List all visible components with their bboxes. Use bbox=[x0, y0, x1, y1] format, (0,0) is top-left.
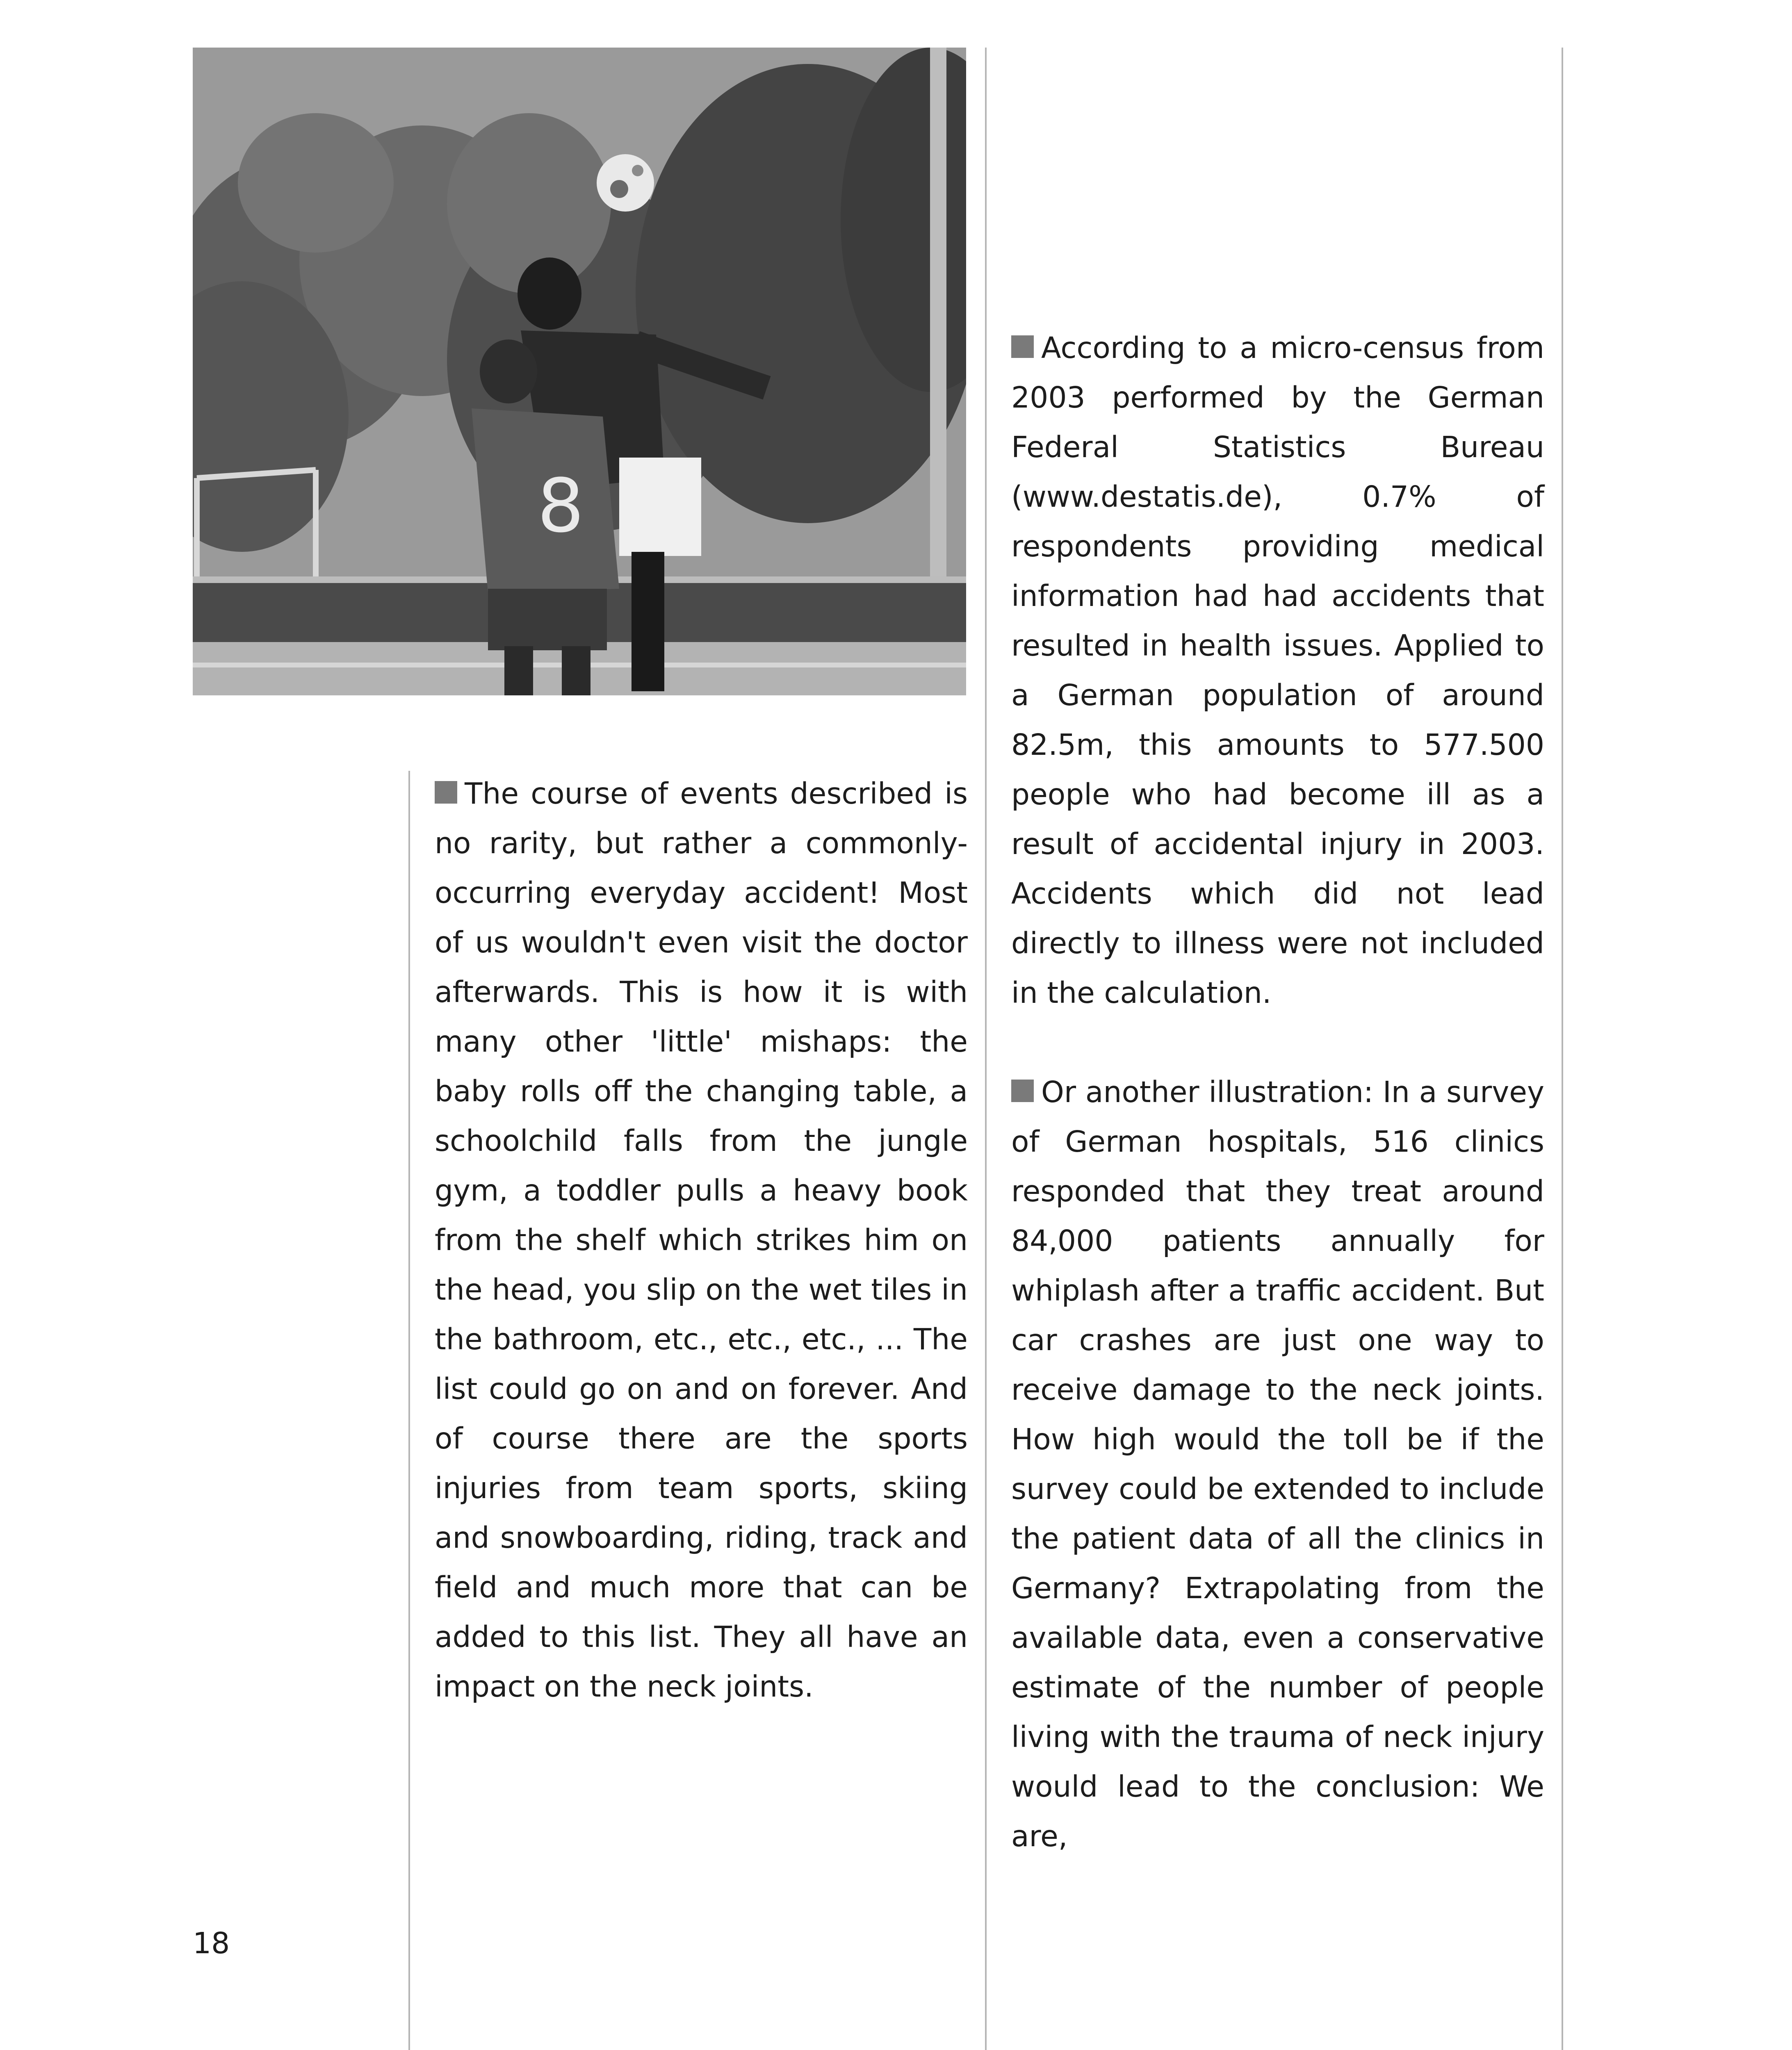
text-column-right bbox=[1011, 323, 1544, 1861]
column-rule-right bbox=[1562, 48, 1563, 2050]
football bbox=[597, 154, 654, 212]
paragraph-text: According to a micro-census from 2003 performed by the German Federal Statistics Bureau (www.destatis.de), 0.7% of respondents providing medical information had had accidents that resulted in health issues. Applied to a German population of around 82.5m, this amounts to 577.500 people who had become ill as a result of accidental injury in 2003. Accidents which did not lead directly to illness were not included in the calculation. bbox=[1011, 331, 1544, 1010]
square-bullet-icon bbox=[435, 781, 457, 804]
column-rule-middle bbox=[985, 48, 987, 2050]
soccer-photo bbox=[193, 48, 966, 695]
paragraph-everyday-accidents bbox=[435, 769, 968, 1711]
square-bullet-icon bbox=[1011, 335, 1034, 358]
soccer-photo-graphic bbox=[193, 48, 966, 695]
text-column-left bbox=[435, 769, 968, 1711]
paragraph-micro-census bbox=[1011, 323, 1544, 1018]
square-bullet-icon bbox=[1011, 1080, 1034, 1102]
paragraph-hospital-survey bbox=[1011, 1067, 1544, 1861]
column-rule-left bbox=[408, 771, 410, 2050]
page-number: 18 bbox=[193, 1926, 230, 1960]
paragraph-text: Or another illustration: In a survey of German hospitals, 516 clinics responded that they treat around 84,000 patients annually for whiplash after a traffic accident. But car crashes are just one way to receive damage to the neck joints. How high would the toll be if the survey could be extended to include the patient data of all the clinics in Germany? Extrapolating from the available data, even a conservative estimate of the number of people living with the trauma of neck injury would lead to the conclusion: We are, bbox=[1011, 1075, 1544, 1853]
paragraph-text: The course of events described is no rarity, but rather a commonly-occurring everyday accident! Most of us wouldn't even visit the doctor afterwards. This is how it is with many other 'little' mishaps: the baby rolls off the changing table, a schoolchild falls from the jungle gym, a toddler pulls a heavy book from the shelf which strikes him on the head, you slip on the wet tiles in the bathroom, etc., etc., etc., ... The list could go on and on forever. And of course there are the sports injuries from team sports, skiing and snowboarding, riding, track and field and much more that can be added to this list. They all have an impact on the neck joints. bbox=[435, 777, 968, 1704]
jersey-number: 8 bbox=[537, 463, 584, 549]
